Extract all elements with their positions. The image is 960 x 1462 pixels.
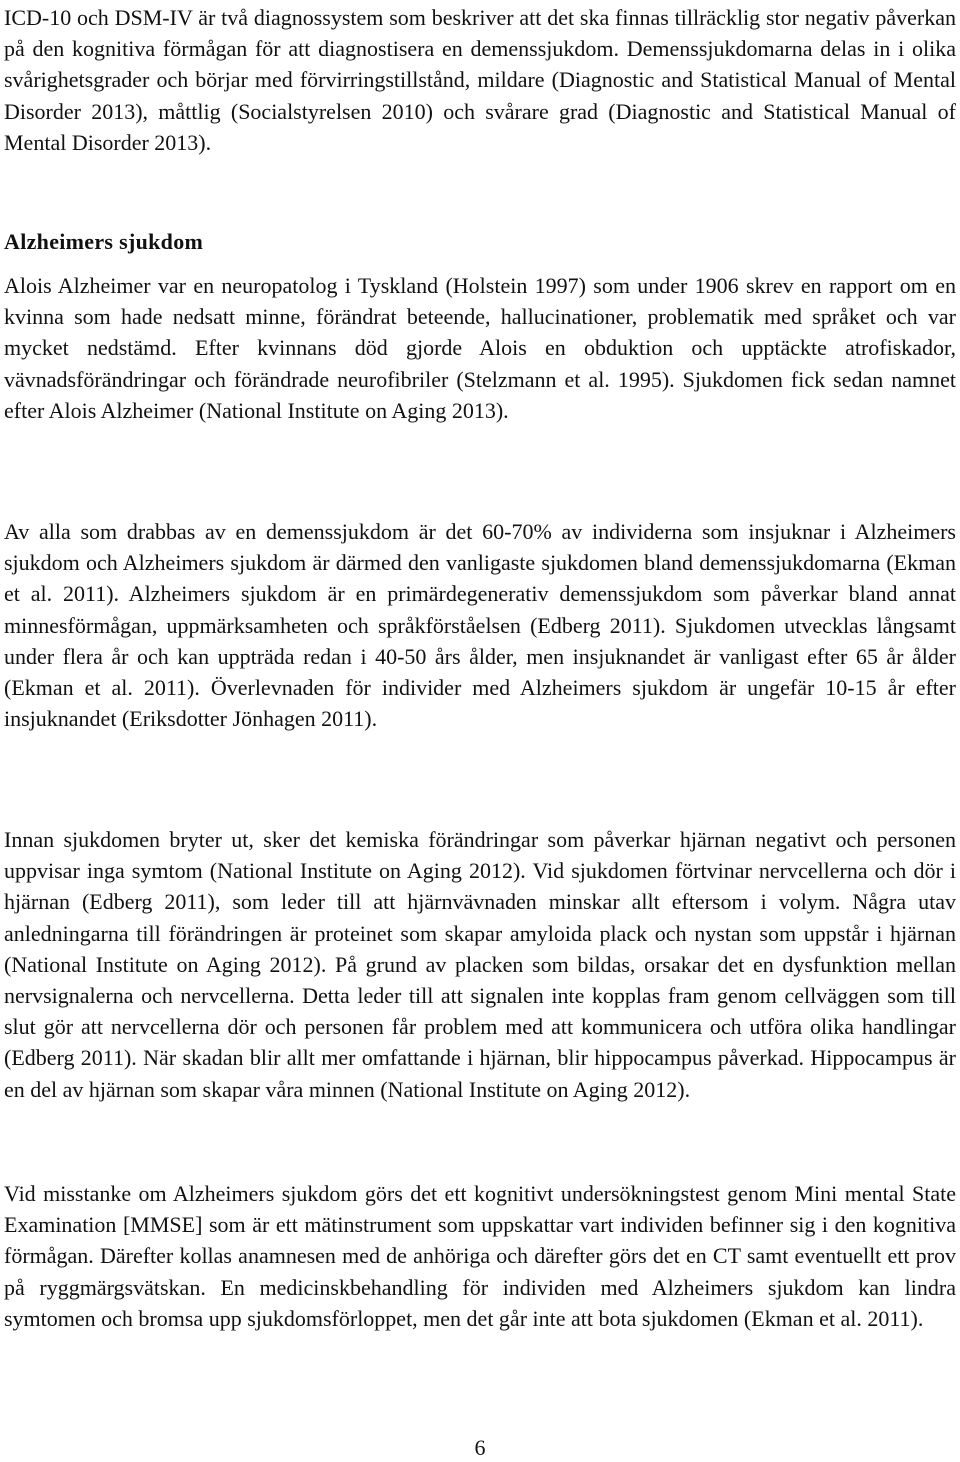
page-number: 6 xyxy=(474,1435,486,1460)
paragraph-diagnosis-treatment: Vid misstanke om Alzheimers sjukdom görs det ett kognitivt undersökningstest genom Mini mental State Examination [MMSE] som är ett mätinstrument som uppskattar vart individen befinner sig i den kognitiva förmågan. Därefter kollas anamnesen med de anhöriga och därefter görs det en CT samt eventuellt ett prov på ryggmärgsvätskan. En medicinskbehandling för individen med Alzheimers sjukdom kan lindra symtomen och bromsa upp sjukdomsförloppet, men det går inte att bota sjukdomen (Ekman et al. 2011). xyxy=(4,1181,956,1331)
section-heading-alzheimers: Alzheimers sjukdom xyxy=(4,229,204,254)
paragraph-prevalence: Av alla som drabbas av en demenssjukdom är det 60-70% av individerna som insjuknar i Alzheimers sjukdom och Alzheimers sjukdom är därmed den vanligaste sjukdomen bland demenssjukdomarna (Ekman et al. 2011). Alzheimers sjukdom är en primärdegenerativ demenssjukdom som påverkar bland annat minnesförmågan, uppmärksamheten och språkförståelsen (Edberg 2011). Sjukdomen utvecklas långsamt under flera år och kan uppträda redan i 40-50 års ålder, men insjuknandet är vanligast efter 65 år ålder (Ekman et al. 2011). Överlevnaden för individer med Alzheimers sjukdom är ungefär 10-15 år efter insjuknandet (Eriksdotter Jönhagen 2011). xyxy=(4,519,956,732)
paragraph-pathology: Innan sjukdomen bryter ut, sker det kemiska förändringar som påverkar hjärnan negativt och personen uppvisar inga symtom (National Institute on Aging 2012). Vid sjukdomen förtvinar nervcellerna och dör i hjärnan (Edberg 2011), som leder till att hjärnvävnaden minskar allt eftersom i volym. Några utav anledningarna till förändringen är proteinet som skapar amyloida plack och nystan som uppstår i hjärnan (National Institute on Aging 2012). På grund av placken som bildas, orsakar det en dysfunktion mellan nervsignalerna och nervcellerna. Detta leder till att signalen inte kopplas fram genom cellväggen som till slut gör att nervcellerna dör och personen får problem med att kommunicera och utföra olika handlingar (Edberg 2011). När skadan blir allt mer omfattande i hjärnan, blir hippocampus påverkad. Hippocampus är en del av hjärnan som skapar våra minnen (National Institute on Aging 2012). xyxy=(4,827,956,1102)
paragraph-alzheimer-history: Alois Alzheimer var en neuropatolog i Tyskland (Holstein 1997) som under 1906 skrev en rapport om en kvinna som hade nedsatt minne, förändrat beteende, hallucinationer, problematik med språket och var mycket nedstämd. Efter kvinnans död gjorde Alois en obduktion och upptäckte atrofiskador, vävnadsförändringar och förändrade neurofibriler (Stelzmann et al. 1995). Sjukdomen fick sedan namnet efter Alois Alzheimer (National Institute on Aging 2013). xyxy=(4,273,956,423)
paragraph-diagnosis-systems: ICD-10 och DSM-IV är två diagnossystem som beskriver att det ska finnas tillräcklig stor negativ påverkan på den kognitiva förmågan för att diagnostisera en demenssjukdom. Demenssjukdomarna delas in i olika svårighetsgrader och börjar med förvirringstillstånd, mildare (Diagnostic and Statistical Manual of Mental Disorder 2013), måttlig (Socialstyrelsen 2010) och svårare grad (Diagnostic and Statistical Manual of Mental Disorder 2013). xyxy=(4,5,956,155)
